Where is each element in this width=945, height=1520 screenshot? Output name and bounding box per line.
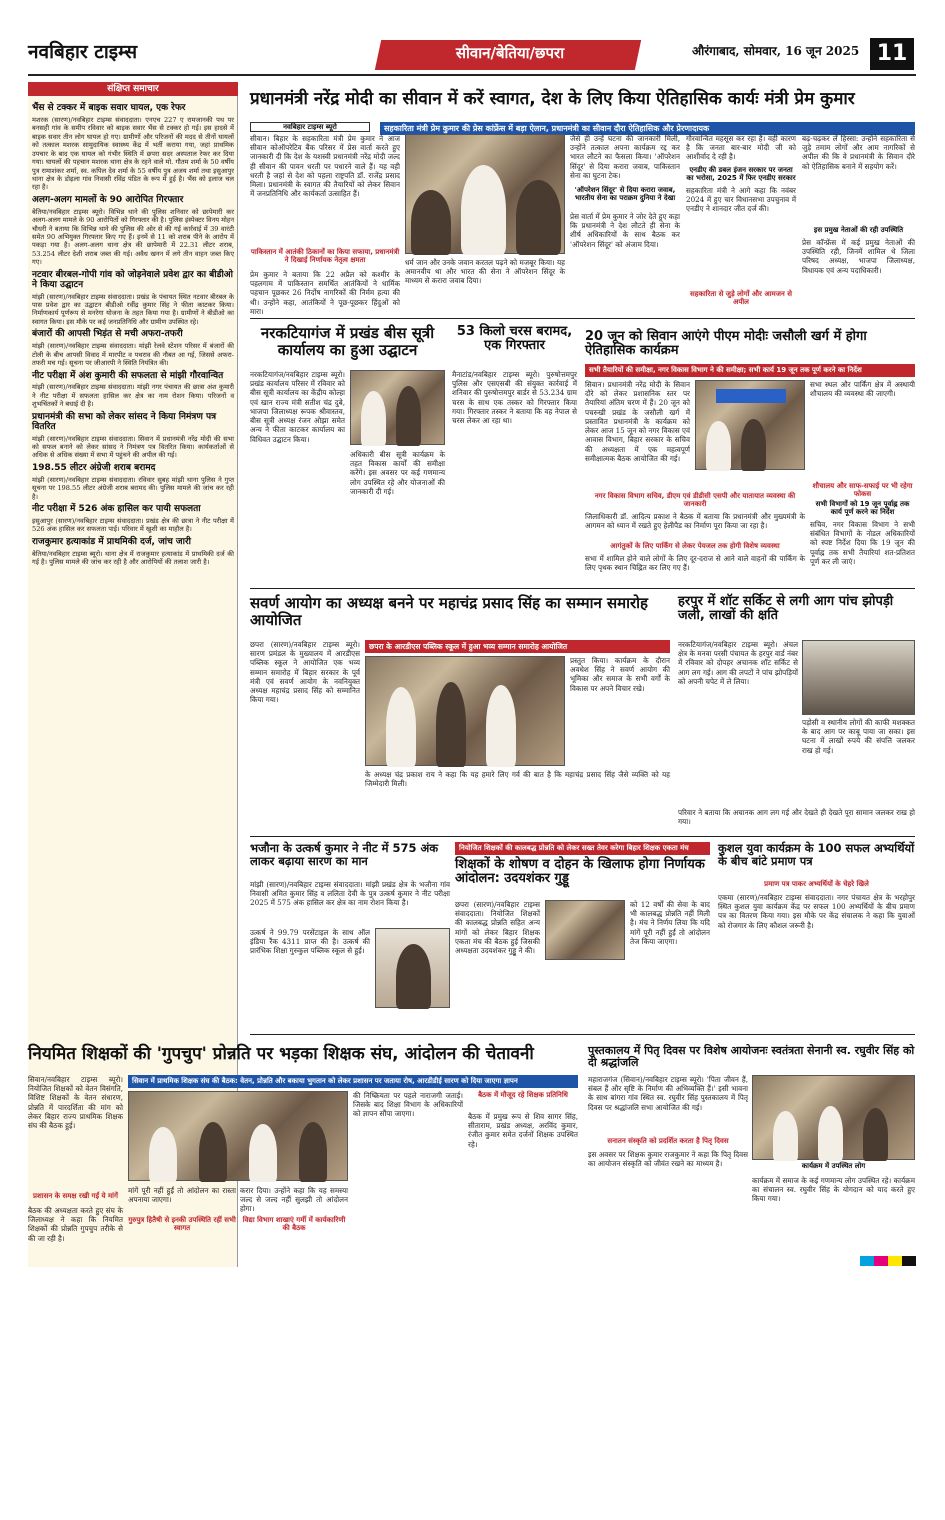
- masthead-rule: [28, 74, 916, 76]
- bottom-body-2: बैठक की अध्यक्षता करते हुए संघ के जिलाध्यक्ष ने कहा कि नियमित शिक्षकों की प्रोन्नति गुपचुप तरीके से की जा रही है।: [28, 1206, 123, 1243]
- bottom-sub-2: गुरुपुत्र हितैषी से इनकी उपस्थिति रहीं सभी स्वागत: [128, 1216, 236, 1233]
- bottom-sub-3: विद्या विभाग शाखाएं गर्मी में कार्यकारिणी की बैठक: [242, 1216, 346, 1233]
- bottom-body-1: सिवान/नवबिहार टाइम्स ब्यूरो। नियोजित शिक्षकों को वेतन विसंगति, विशिष्ट शिक्षकों के वेतन संधारण, प्रोन्नति में पारदर्शिता की मांग को लेकर बिहार राज्य प्राथमिक शिक्षक संघ की बैठक हुई।: [28, 1075, 123, 1131]
- pm-caption: सभी विभागों को 19 जून पूर्वाह्न तक कार्य पूर्ण करने का निर्देश: [815, 500, 910, 517]
- brief-body: मांझी (सारण)/नवबिहार टाइम्स संवाददाता। रविवार सुबह मांझी थाना पुलिस ने गुप्त सूचना पर 198.55 लीटर अंग्रेजी शराब बरामद की। पुलिस मामले की जांच कर रही है।: [32, 475, 234, 501]
- divider: [250, 1034, 915, 1035]
- person-figure: [773, 1111, 798, 1161]
- sw-photo: [365, 656, 565, 766]
- top-body-8: बढ़-चढ़कर लें हिस्सा: उन्होंने सहकारिता से जुड़े तमाम लोगों और आम नागरिकों से अपील की कि वे प्रधानमंत्री के सिवान दौरे को ऐतिहासिक बनाने में सहयोग करें।: [802, 134, 915, 171]
- top-body-4: जैसे ही उन्हें घटना की जानकारी मिली, उन्होंने तत्काल अपना कार्यक्रम रद्द कर भारत लौटने का फैसला किया। 'ऑपरेशन सिंदूर' से दिया करारा जवाब, पाकिस्तान सेना का घुटना टेक।: [570, 134, 680, 180]
- neet-body-1: मांझी (सारण)/नवबिहार टाइम्स संवाददाता। मांझी प्रखंड क्षेत्र के भजौना गांव निवासी अमित कुमार सिंह व ललिता देवी के पुत्र उत्कर्ष कुमार ने नीट परीक्षा 2025 में 575 अंक हासिल कर क्षेत्र का नाम रोशन किया है।: [250, 880, 450, 908]
- brief-headline: 198.55 लीटर अंग्रेजी शराब बरामद: [32, 462, 156, 473]
- brief-headline: अलग-अलग मामलों के 90 आरोपित गिरफ्तार: [32, 194, 184, 205]
- cyan-swatch: [860, 1256, 874, 1266]
- brief-body: इसुआपुर (सारण)/नवबिहार टाइम्स संवाददाता। प्रखंड क्षेत्र की छात्रा ने नीट परीक्षा में 526 अंक हासिल कर सफलता पाई। परिवार में खुशी का माहौल है।: [32, 516, 234, 534]
- brief-headline: नीट परीक्षा में 526 अंक हासिल कर पायी सफलता: [32, 504, 201, 515]
- person-figure: [149, 1127, 177, 1182]
- brief-headline: भैंस से टक्कर में बाइक सवार घायल, एक रेफर: [32, 103, 186, 113]
- sw-body-3: के अध्यक्ष चंद्र प्रकाश राय ने कहा कि यह हमारे लिए गर्व की बात है कि महाचंद्र प्रसाद सिंह जैसे व्यक्ति को यह जिम्मेदारी मिली।: [365, 770, 670, 789]
- lib-headline: पुस्तकालय में पितृ दिवस पर विशेष आयोजनः स्वतंत्रता सेनानी स्व. रघुवीर सिंह को दी श्रद्धांजलि: [588, 1044, 915, 1070]
- teach-photo: [545, 900, 625, 960]
- top-body-5: प्रेस वार्ता में प्रेम कुमार ने जोर देते हुए कहा कि प्रधानमंत्री ने देश लौटते ही सेना के शीर्ष अधिकारियों के साथ बैठक कर 'ऑपरेशन सिंदूर' को अंजाम दिया।: [570, 212, 680, 249]
- arrest-body: मैनाटांड/नवबिहार टाइम्स ब्यूरो। पुरुषोत्तमपुर पुलिस और एसएसबी की संयुक्त कार्रवाई में शनिवार की पुरुषोत्तमपुर बार्डर से 53.234 ग्राम चरस के साथ एक तस्कर को गिरफ्तार किया गया। गिरफ्तार तस्कर ने बताया कि वह नेपाल से चरस लेकर आ रहा था।: [452, 370, 577, 426]
- brief-headline: राजकुमार हत्याकांड में प्राथमिकी दर्ज, जांच जारी: [32, 536, 191, 547]
- sw-headline: सवर्ण आयोग का अध्यक्ष बनने पर महाचंद्र प्रसाद सिंह का सम्मान समारोह आयोजित: [250, 594, 648, 629]
- lib-body-2: इस अवसर पर शिक्षक कुमार राजकुमार ने कहा कि पितृ दिवस का आयोजन संस्कृति को जीवंत रखने का माध्यम है।: [588, 1150, 748, 1169]
- person-figure: [299, 1122, 327, 1182]
- fire-headline: हरपुर में शॉट सर्किट से लगी आग पांच झोपड़ी जली, लाखों की क्षति: [678, 594, 894, 624]
- teach-body-2: को 12 वर्षों की सेवा के बाद भी कालबद्ध प्रोन्नति नहीं मिली है। मंच ने निर्णय लिया कि यदि मांगें पूरी नहीं हुईं तो आंदोलन तेज किया जाएगा।: [630, 900, 710, 946]
- divider: [250, 318, 915, 319]
- person-figure: [818, 1106, 843, 1161]
- brief-headline: प्रधानमंत्री की सभा को लेकर सांसद ने किया निमंत्रण पत्र वितरित: [32, 411, 217, 432]
- top-sub-3: एनडीए की डबल इंजन सरकार पर जनता का भरोसा, 2025 में फिर एनडीए सरकार: [686, 166, 796, 183]
- top-sub-1: पाकिस्तान में आतंकी ठिकानों का किया सफाया, प्रधानमंत्री ने दिखाई निर्णायक नेतृत्व क्षमता: [250, 248, 400, 265]
- neet-body-2: उत्कर्ष ने 99.79 परसेंटाइल के साथ ऑल इंडिया रैंक 4311 प्राप्त की है। उत्कर्ष की प्रारंभिक शिक्षा गुरुकुल पब्लिक स्कूल से हुई।: [250, 928, 370, 956]
- teach-headline: शिक्षकों के शोषण व दोहन के खिलाफ होगा निर्णायक आंदोलन: उदयशंकर गुड्डू: [455, 857, 705, 887]
- pm-body-3: सभा में शामिल होने वाले लोगों के लिए दूर-दराज से आने वाले वाहनों की पार्किंग के लिए पृथक स्थान चिह्नित कर लिए गए हैं।: [585, 554, 805, 573]
- dateline: औरंगाबाद, सोमवार, 16 जून 2025: [692, 44, 860, 58]
- top-body-6: गौरवान्वित महसूस कर रहा है। वही कारण है कि जनता बार-बार मोदी जी को आशीर्वाद दे रही है।: [686, 134, 796, 162]
- fire-body-1: नरकटियागंज/नवबिहार टाइम्स ब्यूरो। अंचल क्षेत्र के मनवा परसी पंचायत के हरपुर वार्ड नंबर में रविवार को दोपहर अचानक शॉट सर्किट से आग लग गई। आग की लपटों ने पांच झोपड़ियों को अपनी चपेट में ले लिया।: [678, 640, 798, 686]
- person-figure: [741, 419, 766, 471]
- teach-body-1: छपरा (सारण)/नवबिहार टाइम्स संवाददाता। नियोजित शिक्षकों की कालबद्ध प्रोन्नति सहित अन्य मांगों को लेकर बिहार शिक्षक एकता मंच की बैठक हुई जिसकी अध्यक्षता उदयशंकर गुड्डू ने की।: [455, 900, 540, 956]
- kushal-sub: प्रमाण पत्र पाकर अभ्यर्थियों के चेहरे खिले: [764, 880, 869, 888]
- bottom-body-5: की निष्क्रियता पर पहले नाराजगी जताई। जिसके बाद शिक्षा विभाग के अधिकारियों को ज्ञापन सौंपा जाएगा।: [353, 1091, 463, 1119]
- top-body-9: प्रेस कॉन्फ्रेंस में कई प्रमुख नेताओं की उपस्थिति रही, जिनमें शामिल थे जिला परिषद अध्यक्ष, भाजपा जिलाध्यक्ष, विधायक एवं अन्य पदाधिकारी।: [802, 238, 915, 275]
- bottom-strap: सिवान में प्राथमिक शिक्षक संघ की बैठक: वेतन, प्रोन्नति और बकाया भुगतान को लेकर प्रशासन पर जताया रोष, आरडीडीई सारण को दिया जाएगा ज्ञापन: [128, 1075, 578, 1088]
- black-swatch: [902, 1256, 916, 1266]
- lib-body-1: महाराजगंज (सिवान)/नवबिहार टाइम्स ब्यूरो। 'पिता जीवन हैं, संबल हैं और सृष्टि के निर्माण की अभिव्यक्ति हैं।' इसी भावना के साथ बांगरा गांव स्थित स्व. रघुवीर सिंह पुस्तकालय में पितृ दिवस पर श्रद्धांजलि सभा आयोजित की गई।: [588, 1075, 748, 1112]
- bottom-body-6: बैठक में प्रमुख रूप से शिव सागर सिंह, सीताराम, प्रखंड अध्यक्ष, अरविंद कुमार, रंजीत कुमार समेत दर्जनों शिक्षक उपस्थित रहे।: [468, 1112, 578, 1149]
- kushal-headline: कुशल युवा कार्यक्रम के 100 सफल अभ्यर्थियों के बीच बांटे प्रमाण पत्र: [718, 841, 915, 868]
- brief-body: मशरक (सारण)/नवबिहार टाइम्स संवाददाता। एनएच 227 ए रामजानकी पथ पर बनसही गांव के समीप रविवार को बाइक सवार भैंस से टक्कर हो गई। इस हादसे में बाइक सवार तीन लोग घायल हो गए। ग्रामीणों और परिजनों की मदद से तीनों घायलों को तत्काल मशरक सामुदायिक स्वास्थ्य केंद्र में भर्ती कराया गया, जहां प्राथमिक उपचार के बाद एक घायल को गंभीर स्थिति में छपरा सदर अस्पताल रेफर कर दिया गया। घायलों की पहचान मशरक थाना क्षेत्र के रहने वाले मो. गौतम शर्मा के 50 वर्षीय पुत्र रामाशंकर शर्मा, स्व. कपिल देव शर्मा के 55 वर्षीय पुत्र अजय शर्मा तथा इसुआपुर थाना क्षेत्र के डोढ़ला गांव निवासी रविंद्र पंडित के रूप में हुई है। भैंस को इलाज चल रहा है।: [32, 115, 234, 192]
- person-figure: [411, 190, 451, 255]
- pm-headline: 20 जून को सिवान आएंगे पीएम मोदीः जसौली खर्ग में होगा ऐतिहासिक कार्यक्रम: [585, 329, 867, 359]
- fire-body-3: परिवार ने बताया कि अचानक आग लग गई और देखते ही देखते पूरा सामान जलकर राख हो गया।: [678, 808, 915, 827]
- person-figure: [863, 1108, 888, 1161]
- magenta-swatch: [874, 1256, 888, 1266]
- top-body-3: धर्म जान और उनके जवान करतल पढ़ने को मजबूर किया। यह अमानवीय था और भारत की सेना ने ऑपरेशन सिंदूर के माध्यम से करारा जवाब दिया।: [405, 258, 565, 286]
- top-photo: [405, 134, 565, 254]
- top-sub-2: 'ऑपरेशन सिंदूर' से दिया करारा जवाब, भारतीय सेना का पराक्रम दुनिया ने देखा: [574, 186, 676, 203]
- arrest-headline: 53 किलो चरस बरामद, एक गिरफ्तार: [456, 324, 573, 354]
- brief-body: मांझी (सारण)/नवबिहार टाइम्स संवाददाता। मांझी रेलवे स्टेशन परिसर में बंजारों की टोली के बीच आपसी विवाद में मारपीट व पथराव की नौबत आ गई, जिससे अफरा-तफरी मच गई। सूचना पर जीआरपी ने स्थिति नियंत्रित की।: [32, 342, 234, 368]
- section-title: सीवान/बेतिया/छपरा: [455, 44, 565, 62]
- bottom-headline: नियमित शिक्षकों की 'गुपचुप' प्रोन्नति पर भड़का शिक्षक संघ, आंदोलन की चेतावनी: [28, 1044, 534, 1064]
- teach-strap: नियोजित शिक्षकों की कालबद्ध प्रोन्नति को लेकर सख्त तेवर करेगा बिहार शिक्षक एकता मंच: [455, 842, 710, 855]
- banner: [716, 389, 786, 403]
- brief-headline: बंजारों की आपसी भिड़ंत से मची अफरा-तफरी: [32, 329, 183, 340]
- top-body-1: सीवान। बिहार के सहकारिता मंत्री प्रेम कुमार ने आज सीवान कोऑपरेटिव बैंक परिसर में प्रेस वार्ता करते हुए जानकारी दी कि देश के यशस्वी प्रधानमंत्री नरेंद्र मोदी जल्द ही सीवान की पावन धरती पर पधारने वाले हैं। यह वही धरती है जहां से देश को पहला राष्ट्रपति डॉ. राजेंद्र प्रसाद मिला। प्रधानमंत्री के स्वागत की तैयारियों को लेकर सिवान में जनप्रतिनिधि और कार्यकर्ता उत्साहित हैं।: [250, 134, 400, 199]
- fire-photo: [802, 640, 915, 715]
- pm-photo: [695, 380, 805, 470]
- pm-body-2: जिलाधिकारी डॉ. आदित्य प्रकाश ने बैठक में बताया कि प्रधानमंत्री और मुख्यमंत्री के आगमन को ध्यान में रखते हुए हेलीपैड का निर्माण पूरा किया जा रहा है।: [585, 512, 805, 531]
- paper-name: नवबिहार टाइम्स: [28, 41, 138, 63]
- page-number: 11: [870, 38, 914, 70]
- person-figure: [361, 391, 386, 446]
- divider: [250, 588, 915, 589]
- lib-caption: कार्यक्रम में उपस्थित लोग: [801, 1162, 866, 1170]
- cmyk-strip: [860, 1256, 916, 1266]
- brief-headline: नटवार बीरबल-गोपी गांव को जोड़नेवाले प्रवेश द्वार का बीडीओ ने किया उद्घाटन: [32, 269, 233, 290]
- pm-body-5: सचिव, नगर विकास विभाग ने सभी संबंधित विभागों के नोडल अधिकारियों को स्पष्ट निर्देश दिया कि 19 जून की पूर्वाह्न तक सभी तैयारियां शत-प्रतिशत पूर्ण कर ली जाएं।: [810, 520, 915, 566]
- person-figure: [516, 180, 561, 255]
- masthead: [0, 0, 945, 78]
- bottom-body-3: मांगें पूरी नहीं हुईं तो आंदोलन का रास्ता अपनाया जाएगा।: [128, 1186, 236, 1205]
- nk-body-1: नरकटियागंज/नवबिहार टाइम्स ब्यूरो। प्रखंड कार्यालय परिसर में रविवार को बीस सूत्री कार्यालय का केंद्रीय कोल्हा एवं खान राज्य मंत्री सतीश चंद्र दुबे, भाजपा जिलाध्यक्ष रूपक श्रीवास्तव, बीस सूत्री अध्यक्ष रंजन ओझा समेत अन्य ने फीता काटकर कार्यालय का विधिवत उद्घाटन किया।: [250, 370, 345, 444]
- brief-body: बेतिया/नवबिहार टाइम्स ब्यूरो। थाना क्षेत्र में राजकुमार हत्याकांड में प्राथमिकी दर्ज की गई है। पुलिस मामले की जांच कर रही है और आरोपियों की तलाश जारी है।: [32, 549, 234, 567]
- pm-body-4: सभा स्थल और पार्किंग क्षेत्र में अस्थायी शौचालय की व्यवस्था की जाएगी।: [810, 380, 915, 399]
- minister-figure: [461, 165, 506, 255]
- pm-body-1: सिवान। प्रधानमंत्री नरेंद्र मोदी के सिवान दौरे को लेकर प्रशासनिक स्तर पर तैयारियां अंतिम चरण में हैं। 20 जून को पचरुखी प्रखंड के जसौली खर्ग में प्रस्तावित प्रधानमंत्री के कार्यक्रम को लेकर आज 15 जून को नगर विकास एवं आवास विभाग, बिहार सरकार के सचिव की अध्यक्षता में एक महत्वपूर्ण समीक्षात्मक बैठक आयोजित की गई।: [585, 380, 690, 463]
- nk-photo: [350, 370, 445, 445]
- brief-header: संक्षिप्त समाचार: [28, 82, 238, 96]
- pm-sub-1: नगर विकास विभाग सचिव, डीएम एवं डीडीसी एसपी और यातायात व्यवस्था की जानकारी: [594, 492, 796, 509]
- lib-photo: [752, 1075, 915, 1160]
- divider: [250, 836, 915, 837]
- pm-strap: सभी तैयारियों की समीक्षा, नगर विकास विभाग ने की समीक्षा; सभी कार्य 19 जून तक पूर्ण करने का निर्देश: [585, 364, 915, 377]
- top-body-2: प्रेम कुमार ने बताया कि 22 अप्रैल को कश्मीर के पहलगाम में पाकिस्तान समर्थित आतंकियों ने धार्मिक पहचान पूछकर 26 निर्दोष नागरिकों की निर्मम हत्या की थी। उन्होंने कहा, आतंकियों ने पूछ-पूछकर हिंदुओं को मारा।: [250, 270, 400, 316]
- pm-sub-2: आगंतुकों के लिए पार्किंग से लेकर पेयजल तक होगी विशेष व्यवस्था: [610, 542, 780, 550]
- person-figure: [486, 685, 516, 767]
- bottom-sub-1: प्रशासन के समक्ष रखी गईं ये मांगें: [33, 1192, 118, 1200]
- neet-headline: भजौना के उत्कर्ष कुमार ने नीट में 575 अंक लाकर बढ़ाया सारण का मान: [250, 841, 439, 868]
- neet-photo: [375, 928, 450, 1008]
- bottom-photo: [128, 1091, 348, 1181]
- person-figure: [396, 386, 421, 446]
- lib-body-3: कार्यक्रम में समाज के कई गणमान्य लोग उपस्थित रहे। कार्यक्रम का संचालन स्व. रघुवीर सिंह के योगदान को याद करते हुए किया गया।: [752, 1176, 915, 1204]
- brief-body: मांझी (सारण)/नवबिहार टाइम्स संवाददाता। प्रखंड के पंचायत स्थित नटवार बीरबल के पास प्रवेश द्वार का उद्घाटन बीडीओ रवींद्र कुमार सिंह ने फीता काटकर किया। निर्माणकार्य पूर्णरूप से मनरेगा योजना के तहत किया गया है। ग्रामीणों ने बीडीओ का स्वागत किया। इस मौके पर कई जनप्रतिनिधि और ग्रामीण उपस्थित रहे।: [32, 292, 234, 326]
- sw-strap: छपरा के आरडीएस पब्लिक स्कूल में हुआ भव्य सम्मान समारोह आयोजित: [365, 640, 670, 653]
- pm-sub-3: शौचालय और साफ-सफाई पर भी रहेगा फोकस: [812, 482, 913, 499]
- sw-body-1: छपरा (सारण)/नवबिहार टाइम्स ब्यूरो। सारण प्रमंडल के मुख्यालय में आरडीएस पब्लिक स्कूल ने आयोजित एक भव्य सम्मान समारोह में बिहार सरकार के पूर्व मंत्री एवं सवर्ण आयोग के नवनियुक्त अध्यक्ष महाचंद्र प्रसाद सिंह को सम्मानित किया गया।: [250, 640, 360, 705]
- brief-headline: नीट परीक्षा में अंश कुमारी की सफलता से मांझी गौरवान्वित: [32, 370, 224, 381]
- person-figure: [199, 1122, 227, 1182]
- person-figure: [436, 682, 466, 767]
- bottom-body-4: करार दिया। उन्होंने कहा कि यह समस्या जल्द से जल्द नहीं सुलझी तो आंदोलन होगा।: [240, 1186, 348, 1214]
- nk-body-2: अधिकारी बीस सूत्री कार्यक्रम के तहत विकास कार्यों की समीक्षा करेंगे। इस अवसर पर कई गणमान्य लोग उपस्थित रहे और योजनाओं की जानकारी दी गई।: [350, 450, 445, 496]
- brief-body: बेतिया/नवबिहार टाइम्स ब्यूरो। विभिन्न थाने की पुलिस शनिवार को छापेमारी कर अलग-अलग मामले के 90 आरोपितों को गिरफ्तार की है। पुलिस इंस्पेक्टर विनय मोहन चौधरी ने बताया कि विभिन्न थाने की पुलिस की ओर से की गई कार्रवाई में 39 वारंटी समेत 90 अभियुक्त गिरफ्तार किए गए हैं। इनमें से 11 को शराब पीने के आरोप में पकड़ा गया है। अलग-अलग थाना क्षेत्र की छापेमारी में 22.31 लीटर शराब, 53.254 लीटर देशी शराब जब्त की गई। अवैध खनन में लगे तीन वाहन जब्त किए गए।: [32, 207, 234, 267]
- bottom-sub-4: बैठक में मौजूद रहे शिक्षक प्रतिनिधि: [478, 1091, 568, 1099]
- yellow-swatch: [888, 1256, 902, 1266]
- lib-sub: सनातन संस्कृति को प्रदर्शित करता है पितृ दिवस: [607, 1137, 729, 1145]
- person-figure: [386, 687, 416, 767]
- person-figure: [706, 421, 731, 471]
- top-strap: सहकारिता मंत्री प्रेम कुमार की प्रेस कांफ्रेंस में बड़ा ऐलान, प्रधानमंत्री का सीवान दौरा ऐतिहासिक और प्रेरणादायक: [380, 122, 915, 135]
- fire-body-2: पड़ोसी व स्थानीय लोगों की काफी मशक्कत के बाद आग पर काबू पाया जा सका। इस घटना में लाखों रुपये की संपत्ति जलकर राख हो गई।: [802, 718, 915, 755]
- nk-headline: नरकटियागंज में प्रखंड बीस सूत्री कार्यालय का हुआ उद्घाटन: [260, 324, 435, 359]
- brief-body: मांझी (सारण)/नवबिहार टाइम्स संवाददाता। सिवान में प्रधानमंत्री नरेंद्र मोदी की सभा को सफल बनाने को लेकर सांसद ने निमंत्रण पत्र वितरित किया। कार्यकर्ताओं से अधिक से अधिक संख्या में सभा में पहुंचने की अपील की गई।: [32, 434, 234, 460]
- kushal-body: एकमा (सारण)/नवबिहार टाइम्स संवाददाता। नगर पंचायत क्षेत्र के भरहोपुर स्थित कुशल युवा कार्यक्रम केंद्र पर सफल 100 अभ्यर्थियों के बीच प्रमाण पत्र का वितरण किया गया। इस मौके पर केंद्र संचालक ने कहा कि युवाओं को रोजगार के लिए कौशल जरूरी है।: [718, 893, 915, 930]
- top-sub-5: इस प्रमुख नेताओं की रही उपस्थिति: [813, 226, 904, 234]
- student-figure: [396, 944, 431, 1009]
- top-sub-4: सहकारिता से जुड़े लोगों और आमजन से अपील: [690, 290, 792, 307]
- top-byline: नवबिहार टाइम्स ब्यूरो: [250, 122, 370, 132]
- brief-body: मांझी (सारण)/नवबिहार टाइम्स संवाददाता। मांझी नगर पंचायत की छात्रा अंश कुमारी ने नीट परीक्षा में सफलता हासिल कर क्षेत्र का नाम रोशन किया। परिजनों व शुभचिंतकों ने बधाई दी है।: [32, 383, 234, 409]
- sw-body-2: प्रस्तुत किया। कार्यक्रम के दौरान अवधेश सिंह ने सवर्ण आयोग की भूमिका और समाज के सभी वर्गों के विकास पर अपने विचार रखे।: [570, 656, 670, 693]
- top-body-7: सहकारिता मंत्री ने आगे कहा कि नवंबर 2024 में हुए चार विधानसभा उपचुनाव में एनडीए ने शानदार जीत दर्ज की।: [686, 186, 796, 214]
- person-figure: [249, 1124, 277, 1182]
- top-headline: प्रधानमंत्री नरेंद्र मोदी का सीवान में करें स्वागत, देश के लिए किया ऐतिहासिक कार्यः मंत्री प्रेम कुमार: [250, 89, 855, 109]
